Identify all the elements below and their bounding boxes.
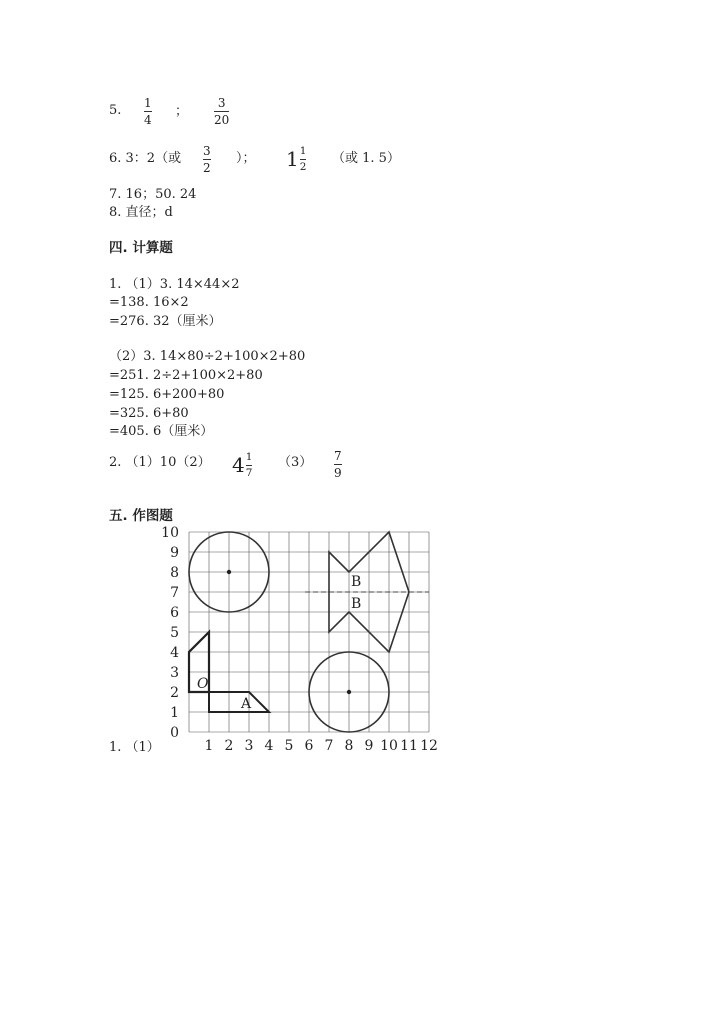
x-tick-label: 12 <box>420 738 438 754</box>
y-tick-label: 5 <box>170 625 179 641</box>
calc-q2-den: 9 <box>334 466 342 480</box>
shape-b-label-top: B <box>351 574 362 590</box>
x-tick-label: 4 <box>264 738 274 754</box>
calc-line: （2）3. 14×80÷2+100×2+80 <box>109 349 306 364</box>
calc-line: =251. 2÷2+100×2+80 <box>109 368 263 383</box>
q5-fraction-2 <box>214 97 229 126</box>
y-tick-label: 8 <box>170 565 179 581</box>
q6-mixed-whole: 1 <box>286 147 299 171</box>
q6-f1-num: 3 <box>203 144 211 158</box>
q5-separator: ； <box>175 104 189 119</box>
drawing-item-label: 1. （1） <box>109 740 160 755</box>
x-tick-label: 2 <box>224 738 234 754</box>
q6-fraction <box>203 145 211 174</box>
calc-line: =276. 32（厘米） <box>109 314 222 329</box>
section-5-title: 五. 作图题 <box>109 508 173 524</box>
q5-f2-num: 3 <box>217 96 226 110</box>
x-tick-label: 7 <box>324 738 334 754</box>
x-tick-label: 5 <box>284 738 294 754</box>
calc-q2-num: 7 <box>334 449 342 463</box>
q6-close: ）； <box>236 151 256 166</box>
x-tick-label: 3 <box>244 738 254 754</box>
y-tick-label: 3 <box>170 665 179 681</box>
calc-line: =125. 6+200+80 <box>109 387 225 402</box>
q8-answer: 8. 直径；d <box>109 205 173 220</box>
y-tick-label: 6 <box>170 605 179 621</box>
y-tick-label: 2 <box>170 685 179 701</box>
q6-mixed-number <box>286 146 306 172</box>
section-4-title: 四. 计算题 <box>109 240 173 256</box>
calc-q2-mixed-den: 7 <box>245 466 253 479</box>
y-tick-label: 4 <box>170 645 179 661</box>
shape-a <box>209 692 269 712</box>
y-tick-label: 9 <box>170 545 179 561</box>
q6-f1-den: 2 <box>203 161 211 175</box>
x-tick-label: 8 <box>344 738 354 754</box>
q7-answer: 7. 16；50. 24 <box>109 187 197 202</box>
q6-mixed-num: 1 <box>299 145 307 157</box>
q6-mixed-den: 2 <box>299 160 307 173</box>
q5-label: 5. <box>109 103 122 118</box>
shape-a-label: A <box>241 696 252 712</box>
y-tick-label: 1 <box>170 705 179 721</box>
grid-diagram <box>150 525 450 780</box>
calc-line: 1. （1）3. 14×44×2 <box>109 277 240 292</box>
calc-q2-mid: （3） <box>278 455 313 470</box>
calc-line: =325. 6+80 <box>109 406 189 421</box>
calc-q2-fraction <box>334 450 342 479</box>
x-tick-label: 1 <box>204 738 214 754</box>
calc-line: =138. 16×2 <box>109 295 189 310</box>
calc-q2-prefix: 2. （1）10（2） <box>109 455 211 470</box>
q5-fraction-1 <box>144 97 152 126</box>
q5-f2-den: 20 <box>214 113 230 127</box>
y-tick-label: 7 <box>170 585 179 601</box>
x-tick-label: 6 <box>304 738 314 754</box>
x-tick-label: 11 <box>400 738 418 754</box>
calc-q2-mixed-number <box>232 452 252 478</box>
x-tick-label: 9 <box>364 738 374 754</box>
q6-suffix: （或 1. 5） <box>332 151 400 166</box>
q5-f1-den: 4 <box>144 113 152 127</box>
y-tick-label: 0 <box>170 725 179 741</box>
upper-left-circle-center <box>227 570 231 574</box>
lower-right-circle-center <box>347 690 351 694</box>
q5-f1-num: 1 <box>144 96 152 110</box>
y-tick-label: 10 <box>161 525 179 541</box>
calc-q2-mixed-whole: 4 <box>232 453 245 477</box>
shape-b-label-bottom: B <box>351 596 362 612</box>
calc-line: =405. 6（厘米） <box>109 424 214 439</box>
q6-prefix: 6. 3：2（或 <box>109 151 182 166</box>
x-tick-label: 10 <box>380 738 398 754</box>
shape-o-label: O <box>197 676 209 692</box>
calc-q2-mixed-num: 1 <box>245 451 253 463</box>
